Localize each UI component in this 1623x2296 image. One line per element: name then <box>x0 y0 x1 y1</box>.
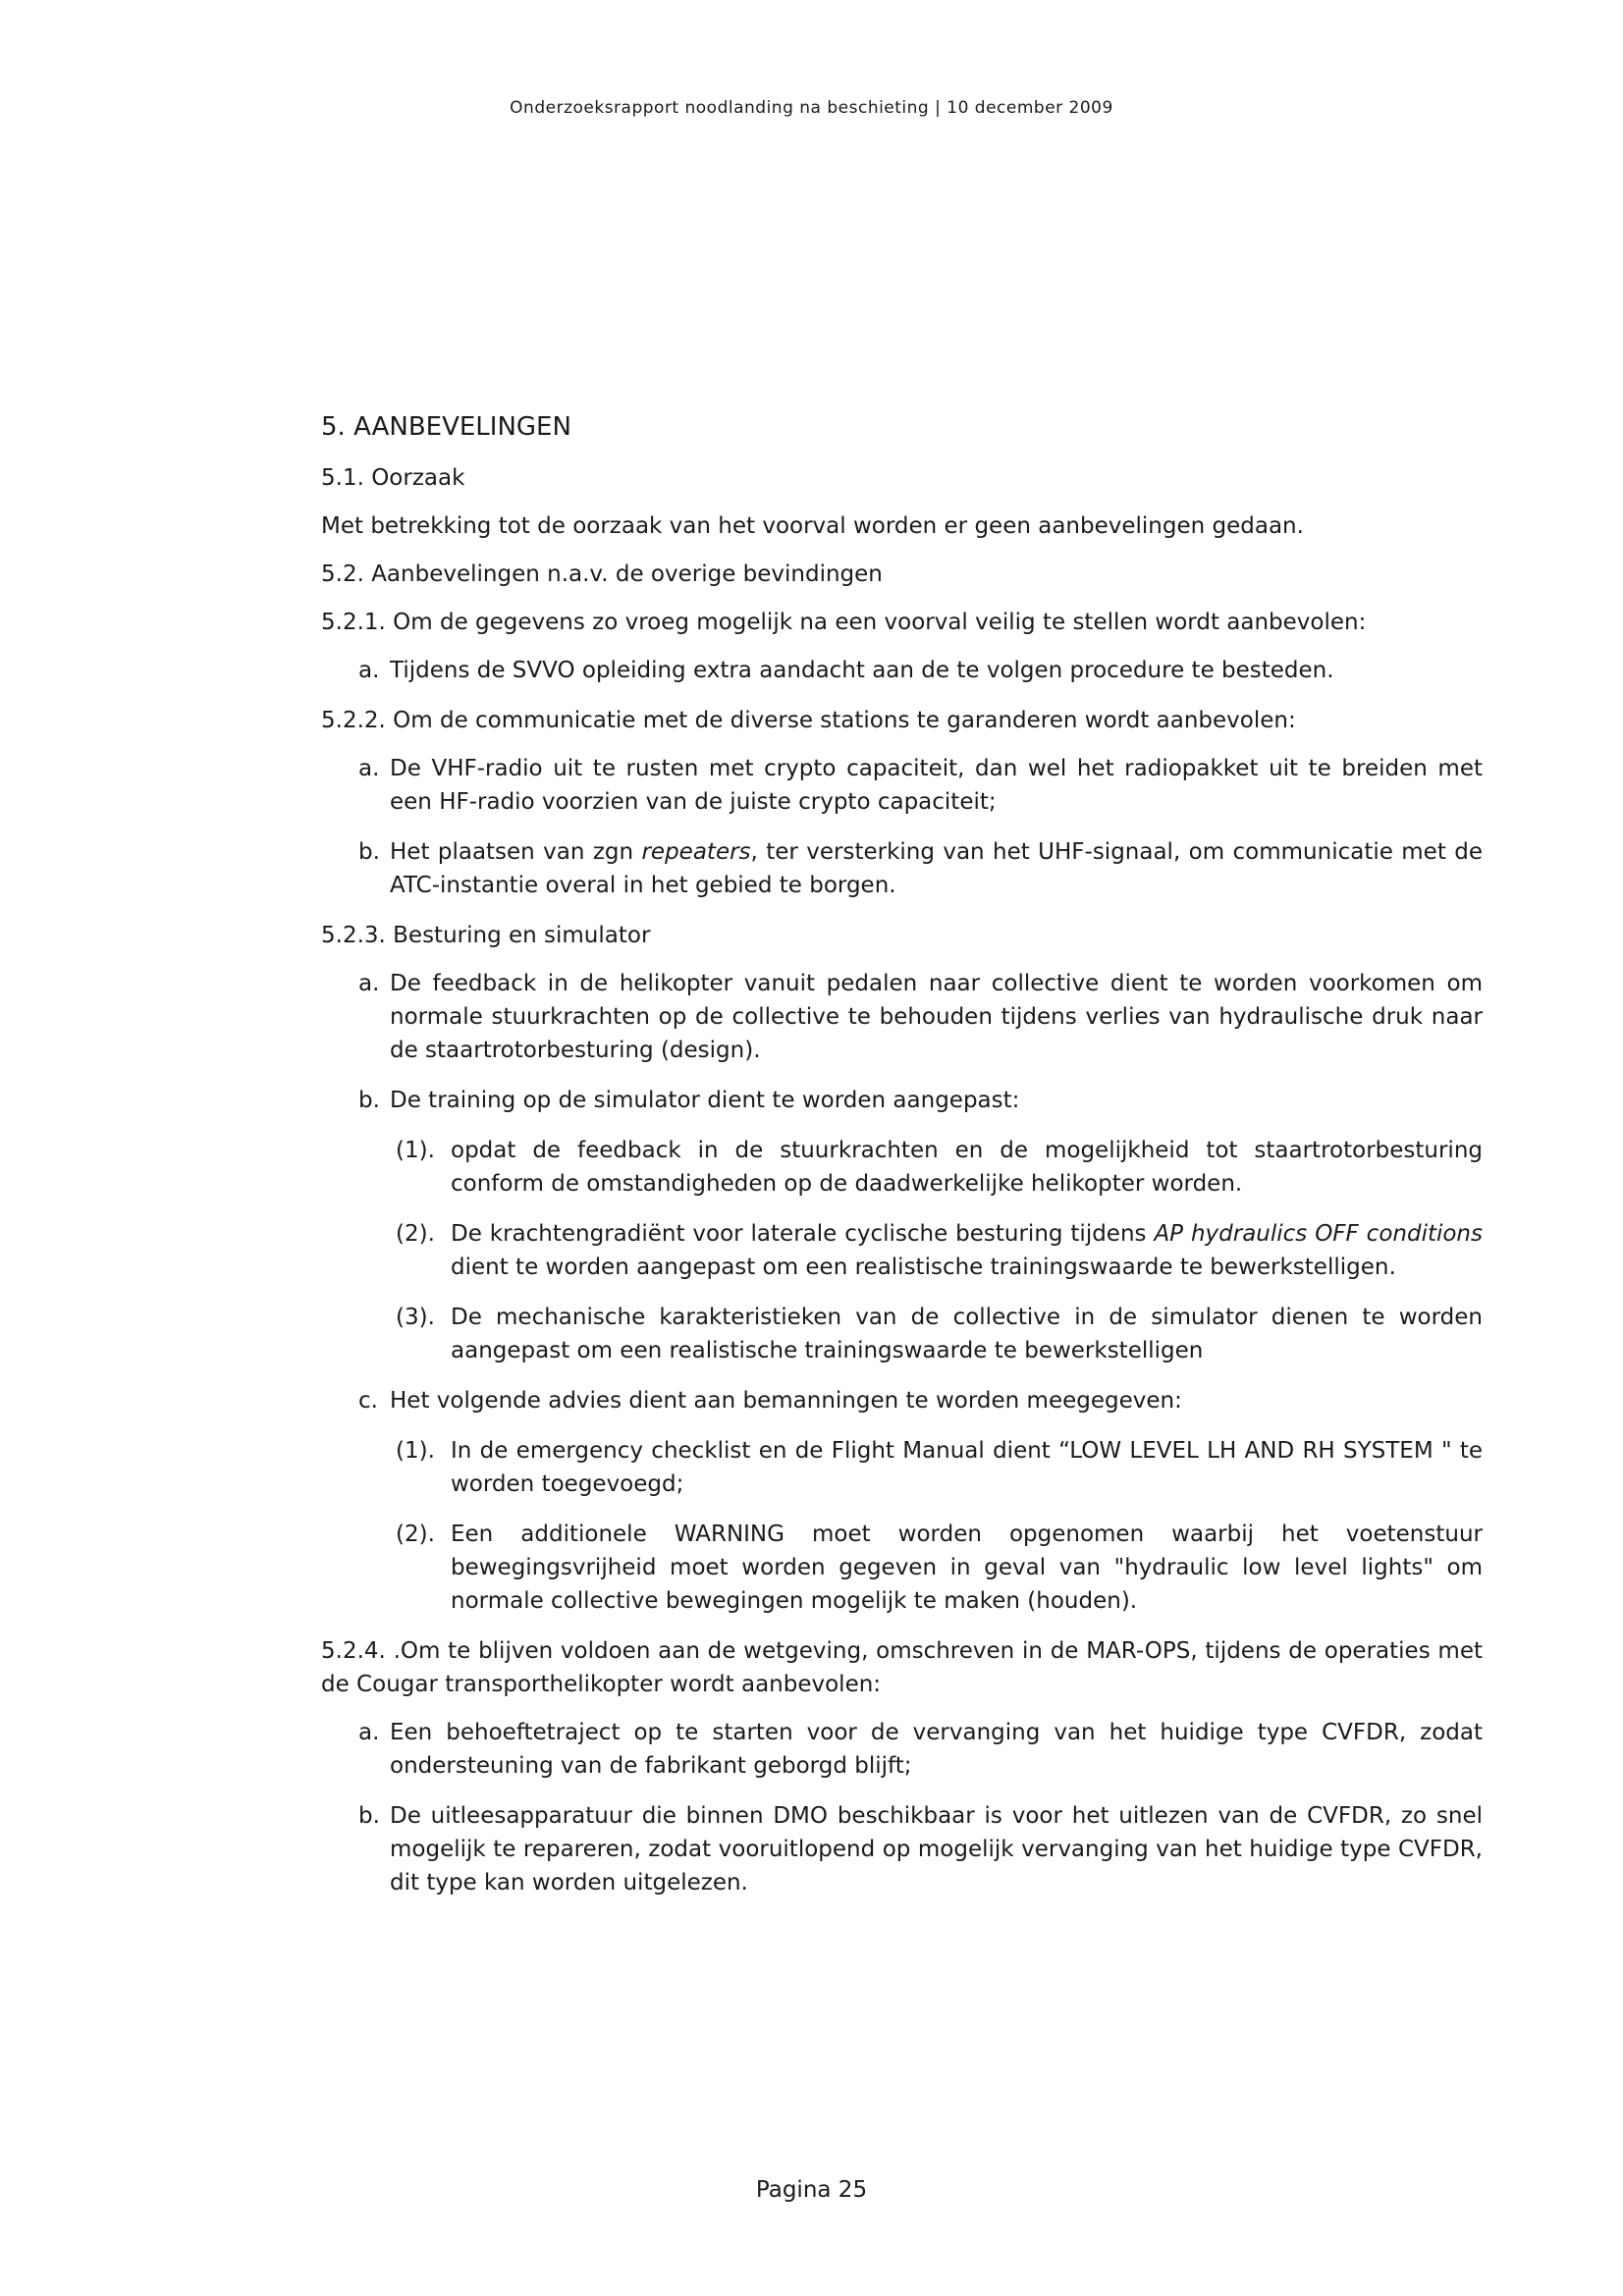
list-item-5-2-3-c-1 <box>396 1434 1483 1501</box>
list-item-5-2-3-b-1 <box>396 1134 1483 1201</box>
list-item-5-2-2-b <box>358 835 1483 902</box>
list-text: De feedback in de helikopter vanuit pedalen naar collective dient te worden voorkomen om normale stuurkrachten op de collective te behouden tijdens verlies van hydraulische druk naar de staartrotorbesturing (design). <box>390 971 1483 1063</box>
list-label: b. <box>358 839 380 865</box>
list-text: In de emergency checklist en de Flight Manual dient “LOW LEVEL LH AND RH SYSTEM " te worden toegevoegd; <box>451 1438 1483 1497</box>
recommendations-section <box>321 410 1483 1916</box>
list-item-5-2-3-c-2 <box>396 1518 1483 1618</box>
list-item-5-2-4-b <box>358 1799 1483 1899</box>
list-text: De mechanische karakteristieken van de collective in de simulator dienen te worden aangepast om een realistische trainingswaarde te bewerkstelligen <box>451 1305 1483 1363</box>
list-item-5-2-3-a <box>358 967 1483 1067</box>
list-label: (2). <box>396 1522 435 1547</box>
emphasis-text: repeaters <box>641 839 751 865</box>
list-label: a. <box>358 1720 380 1745</box>
list-text: Een additionele WARNING moet worden opgenomen waarbij het voetenstuur bewegingsvrijheid moet worden gegeven in geval van "hydraulic low level lights" om normale collective bewegingen mogelijk te maken (houden). <box>451 1522 1483 1614</box>
list-text: De training op de simulator dient te worden aangepast: <box>390 1088 1020 1113</box>
list-item-5-2-2-a <box>358 752 1483 819</box>
list-label: (1). <box>396 1138 435 1163</box>
list-label: b. <box>358 1088 380 1113</box>
list-text: Een behoeftetraject op te starten voor de vervanging van het huidige type CVFDR, zodat ondersteuning van de fabrikant geborgd blijft; <box>390 1720 1483 1779</box>
list-label: (2). <box>396 1221 435 1247</box>
list-item-5-2-3-b-2 <box>396 1217 1483 1284</box>
text-run: De krachtengradiënt voor laterale cyclische besturing tijdens <box>451 1221 1155 1247</box>
list-text: De VHF-radio uit te rusten met crypto capaciteit, dan wel het radiopakket uit te breiden met een HF-radio voorzien van de juiste crypto capaciteit; <box>390 756 1483 815</box>
subsection-title-5-2: 5.2. Aanbevelingen n.a.v. de overige bevindingen <box>321 561 883 587</box>
subsection-title-5-2-4: 5.2.4. .Om te blijven voldoen aan de wetgeving, omschreven in de MAR-OPS, tijdens de operaties met de Cougar transporthelikopter wordt aanbevolen: <box>321 1638 1483 1697</box>
emphasis-text: AP hydraulics OFF conditions <box>1154 1221 1483 1247</box>
list-text: Tijdens de SVVO opleiding extra aandacht aan de te volgen procedure te besteden. <box>390 658 1334 683</box>
subsection-title-5-2-3: 5.2.3. Besturing en simulator <box>321 923 651 948</box>
list-item-5-2-3-b-3 <box>396 1301 1483 1367</box>
text-run: Het plaatsen van zgn <box>390 839 642 865</box>
list-label: a. <box>358 971 380 996</box>
subsection-title-5-1: 5.1. Oorzaak <box>321 465 465 491</box>
list-label: a. <box>358 756 380 781</box>
list-label: c. <box>358 1388 378 1414</box>
list-item-5-2-1-a <box>358 654 1483 687</box>
list-label: a. <box>358 658 380 683</box>
page-number: Pagina 25 <box>755 2177 868 2203</box>
list-label: (3). <box>396 1305 435 1330</box>
list-text <box>390 835 1483 902</box>
list-item-5-2-4-a <box>358 1716 1483 1783</box>
paragraph-5-1: Met betrekking tot de oorzaak van het voorval worden er geen aanbevelingen gedaan. <box>321 513 1304 539</box>
running-header: Onderzoeksrapport noodlanding na beschieting | 10 december 2009 <box>510 98 1113 118</box>
subsection-title-5-2-1: 5.2.1. Om de gegevens zo vroeg mogelijk na een voorval veilig te stellen wordt aanbevolen: <box>321 610 1367 635</box>
list-text: opdat de feedback in de stuurkrachten en de mogelijkheid tot staartrotorbesturing conform de omstandigheden op de daadwerkelijke helikopter worden. <box>451 1138 1483 1197</box>
list-label: (1). <box>396 1438 435 1464</box>
list-text <box>451 1217 1483 1284</box>
list-item-5-2-3-c <box>358 1384 1483 1417</box>
section-heading: 5. AANBEVELINGEN <box>321 412 571 442</box>
list-item-5-2-3-b <box>358 1084 1483 1117</box>
text-run: , ter versterking van het UHF-signaal, om communicatie met de ATC-instantie overal in het gebied te borgen. <box>390 839 1483 898</box>
subsection-title-5-2-2: 5.2.2. Om de communicatie met de diverse stations te garanderen wordt aanbevolen: <box>321 708 1296 733</box>
list-text: De uitleesapparatuur die binnen DMO beschikbaar is voor het uitlezen van de CVFDR, zo snel mogelijk te repareren, zodat vooruitlopend op mogelijk vervanging van het huidige type CVFDR, dit type kan worden uitgelezen. <box>390 1803 1483 1896</box>
list-label: b. <box>358 1803 380 1829</box>
list-text: Het volgende advies dient aan bemanningen te worden meegegeven: <box>390 1388 1182 1414</box>
text-run: dient te worden aangepast om een realistische trainingswaarde te bewerkstelligen. <box>451 1255 1396 1280</box>
